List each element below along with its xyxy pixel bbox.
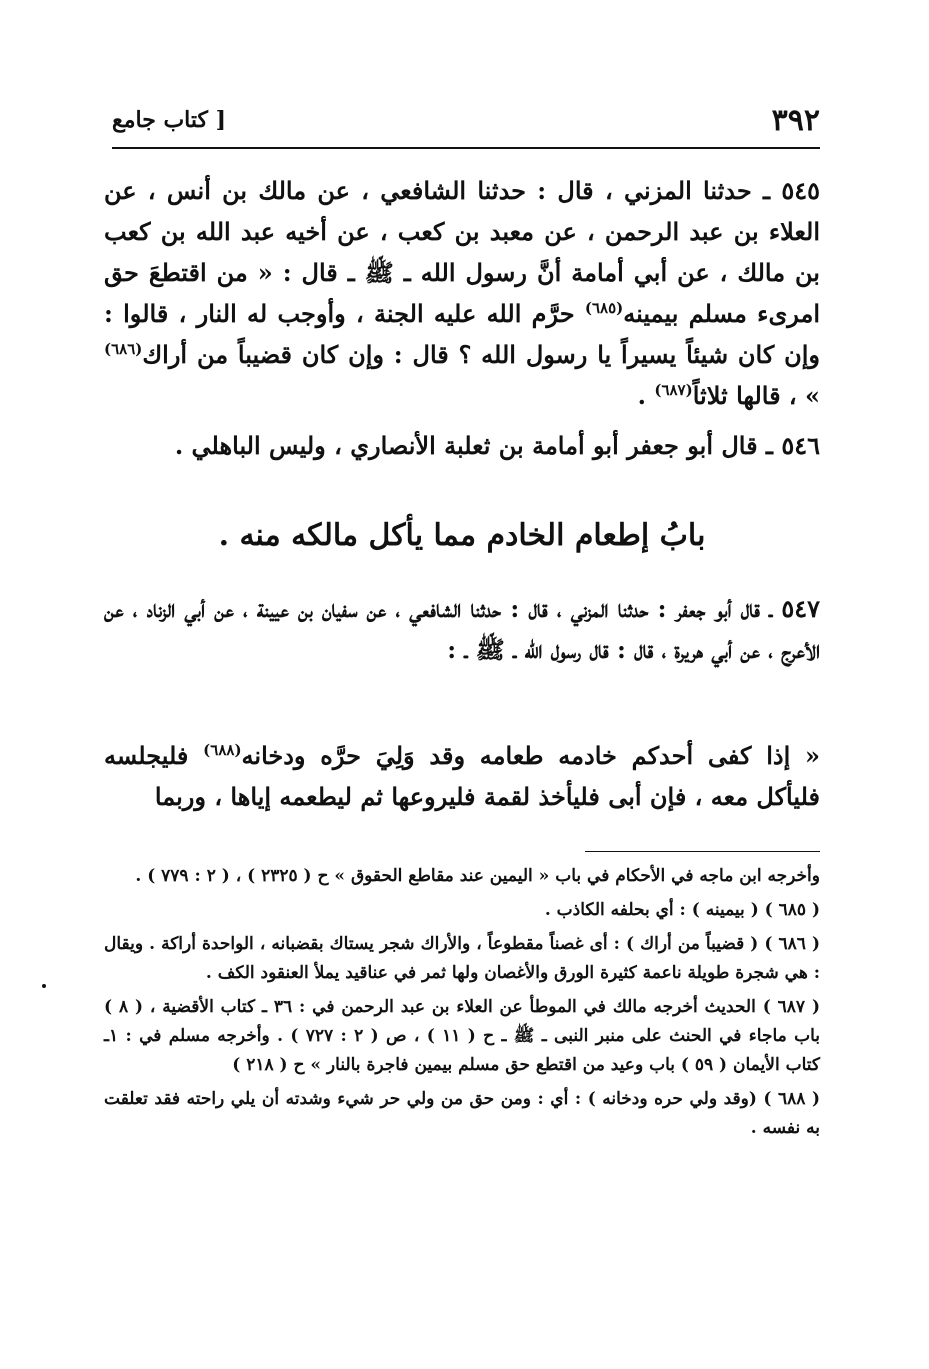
hadith-number: ٥٤٥ [781,176,820,205]
page-number: ٣٩٢ [771,102,820,138]
section-heading: بابُ إطعام الخادم مما يأكل مالكه منه . [218,518,706,553]
hadith-text: . [637,381,655,410]
hadith-number: ٥٤٧ [781,594,820,623]
hadith-text: ـ حدثنا المزني ، قال : حدثنا الشافعي ، عن مالك بن أنس ، عن العلاء بن عبد الرحمن ، عن معبد بن كعب ، عن أخيه عبد الله بن كعب بن مالك ، عن أبي أمامة أنَّ رسول الله ـ ﷺ ـ قال : « من اقتطعَ حق امرىء مسلم بيمينه [104,176,821,328]
footnote: ( ٦٨٦ ) ( قضيباً من أراك ) : أى غصناً مقطوعاً ، والأراك شجر يستاك بقضبانه ، الواحدة أراكة . ويقال : هي شجرة طويلة ناعمة كثيرة الورق والأغصان ولها ثمر في عناقيد يملأ العنقود الكف . [104,934,820,983]
footnote-ref: (٦٨٦) [104,340,143,358]
hadith-546 [104,425,820,466]
footnotes [104,862,820,1148]
hadith-quote [104,735,820,817]
quote-text: « إذا كفى أحدكم خادمه طعامه وقد وَلِيَ حرَّه ودخانه [241,741,821,770]
footnote: وأخرجه ابن ماجه في الأحكام في باب « اليمين عند مقاطع الحقوق » ح ( ٢٣٢٥ ) ، ( ٢ : ٧٧٩ ) . [135,866,820,886]
footnote: ( ٦٨٥ ) ( بيمينه ) : أي بحلفه الكاذب . [544,900,820,920]
hadith-text: ـ قال أبو جعفر : حدثنا المزني ، قال : حدثنا الشافعي ، عن سفيان بن عيينة ، عن أبي الزناد ، عن الأعرج ، عن أبي هريرة ، قال : قال رسول الله ـ ﷺ ـ : [104,594,820,664]
running-title: [ كتاب جامع [112,107,227,133]
hadith-number: ٥٤٦ [781,431,820,460]
footnote-ref: (٦٨٥) [584,299,624,317]
margin-dot [42,984,46,988]
footnote-ref: (٦٨٧) [654,381,693,399]
footnote: ( ٦٨٧ ) الحديث أخرجه مالك في الموطأ عن العلاء بن عبد الرحمن في : ٣٦ ـ كتاب الأقضية ، ( ٨ ) باب ماجاء في الحنث على منبر النبى ـ ﷺ ـ ح ( ١١ ) ، ص ( ٢ : ٧٢٧ ) . وأخرجه مسلم في : ١ـ كتاب الأيمان ( ٥٩ ) باب وعيد من اقتطع حق مسلم بيمين فاجرة بالنار » ح ( ٢١٨ ) [104,997,821,1075]
hadith-545 [104,170,820,416]
header-rule [112,147,820,149]
hadith-text: » ، قالها ثلاثاً [692,381,820,410]
hadith-text: حرَّم الله عليه الجنة ، وأوجب له النار ، قالوا : وإن كان شيئاً يسيراً يا رسول الله ؟ قال : وإن كان قضيباً من أراك [104,299,821,369]
footnote-ref: (٦٨٨) [203,741,242,759]
page-header [112,100,820,140]
hadith-547 [104,588,820,670]
quote-text: فليجلسه فليأكل معه ، فإن أبى فليأخذ لقمة فليروعها ثم ليطعمه إياها ، وربما [104,741,820,811]
hadith-text: ـ قال أبو جعفر أبو أمامة بن ثعلبة الأنصاري ، وليس الباهلي . [174,431,782,460]
footnote: ( ٦٨٨ ) (وقد ولي حره ودخانه ) : أي : ومن حق من ولي حر شيء وشدته أن يلي راحته فقد تعلقت به نفسه . [104,1089,820,1138]
footnote-rule [585,851,820,852]
